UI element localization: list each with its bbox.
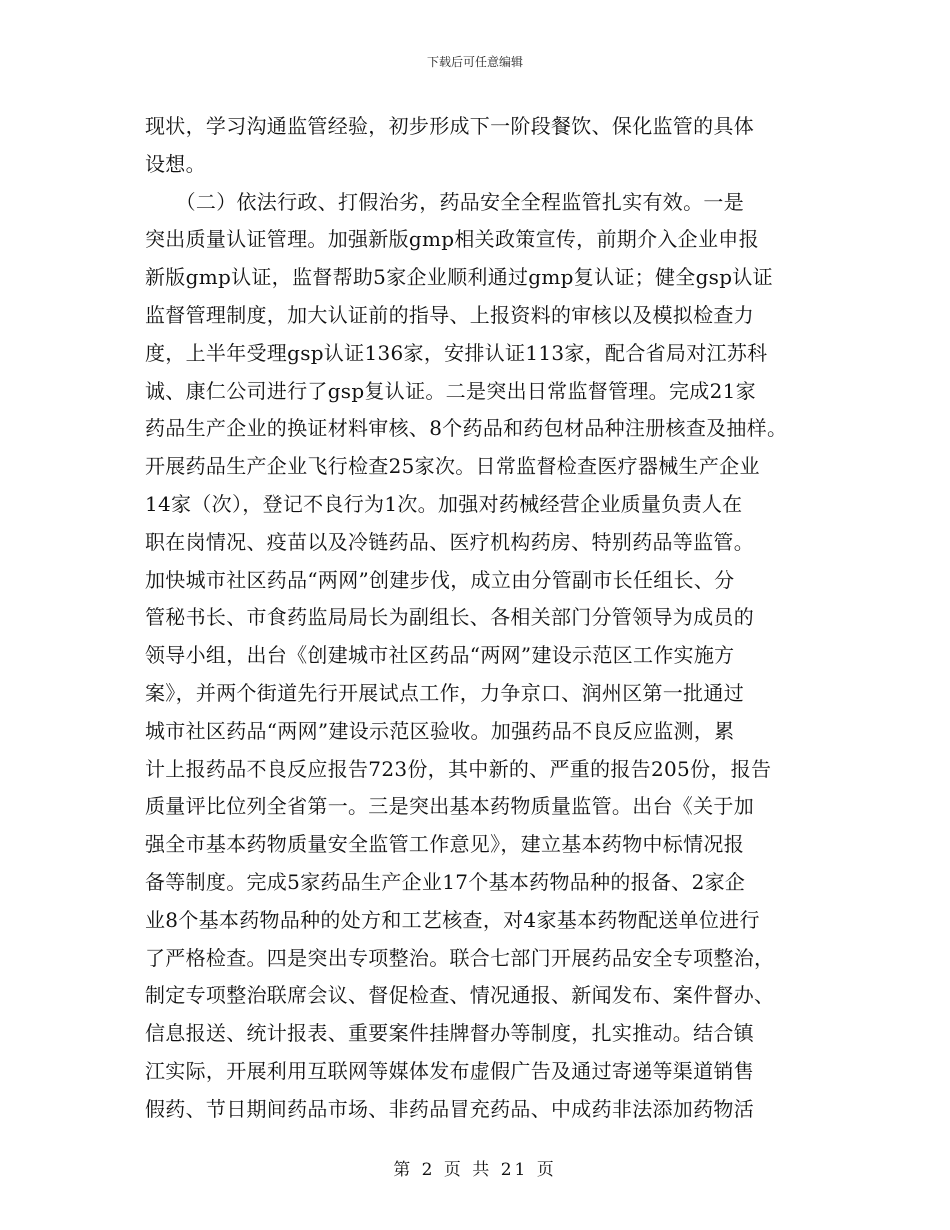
text-line: 加快城市社区药品“两网”创建步伐，成立由分管副市长任组长、分 <box>145 567 735 592</box>
text-line: 现状，学习沟通监管经验，初步形成下一阶段餐饮、保化监管的具体 <box>145 114 754 138</box>
text-line: 14家（次），登记不良行为1次。加强对药械经营企业质量负责人在 <box>145 491 743 516</box>
text-line: 制定专项整治联席会议、督促检查、情况通报、新闻发布、案件督办、 <box>145 983 775 1008</box>
text-line: 备等制度。完成5家药品生产企业17个基本药物品种的报备、2家企 <box>145 869 746 894</box>
text-line: 开展药品生产企业飞行检查25家次。日常监督检查医疗器械生产企业 <box>145 454 760 479</box>
text-line: 计上报药品不良反应报告723份，其中新的、严重的报告205份，报告 <box>145 756 772 781</box>
text-line: 监督管理制度，加大认证前的指导、上报资料的审核以及模拟检查力 <box>145 302 754 327</box>
text-line: 信息报送、统计报表、重要案件挂牌督办等制度，扎实推动。结合镇 <box>145 1021 754 1046</box>
text-line: 诚、康仁公司进行了gsp复认证。二是突出日常监督管理。完成21家 <box>145 378 756 403</box>
document-body <box>145 108 825 1129</box>
text-line: 强全市基本药物质量安全监管工作意见》，建立基本药物中标情况报 <box>145 832 744 857</box>
text-line: 领导小组，出台《创建城市社区药品“两网”建设示范区工作实施方 <box>145 643 735 668</box>
text-line: 管秘书长、市食药监局局长为副组长、各相关部门分管领导为成员的 <box>145 605 754 630</box>
text-line: （二）依法行政、打假治劣，药品安全全程监管扎实有效。一是 <box>145 189 744 214</box>
text-line: 职在岗情况、疫苗以及冷链药品、医疗机构药房、特别药品等监管。 <box>145 529 754 554</box>
text-line: 业8个基本药物品种的处方和工艺核查，对4家基本药物配送单位进行 <box>145 907 760 932</box>
page-footer: 第 2 页 共 21 页 <box>393 1160 557 1180</box>
text-line: 度，上半年受理gsp认证136家，安排认证113家，配合省局对江苏科 <box>145 340 768 365</box>
text-line: 假药、节日期间药品市场、非药品冒充药品、中成药非法添加药物活 <box>145 1096 754 1121</box>
text-line: 新版gmp认证，监督帮助5家企业顺利通过gmp复认证；健全gsp认证 <box>145 265 773 290</box>
text-line: 突出质量认证管理。加强新版gmp相关政策宣传，前期介入企业申报 <box>145 227 759 252</box>
text-line: 城市社区药品“两网”建设示范区验收。加强药品不良反应监测，累 <box>145 718 735 743</box>
text-line: 药品生产企业的换证材料审核、8个药品和药包材品种注册核查及抽样。 <box>145 416 788 441</box>
text-line: 设想。 <box>145 151 206 176</box>
text-line: 了严格检查。四是突出专项整治。联合七部门开展药品安全专项整治， <box>145 945 775 970</box>
text-line: 质量评比位列全省第一。三是突出基本药物质量监管。出台《关于加 <box>145 794 754 819</box>
text-line: 案》，并两个街道先行开展试点工作，力争京口、润州区第一批通过 <box>145 680 744 705</box>
text-line: 江实际，开展利用互联网等媒体发布虚假广告及通过寄递等渠道销售 <box>145 1058 754 1083</box>
page-header: 下载后可任意编辑 <box>426 55 523 69</box>
